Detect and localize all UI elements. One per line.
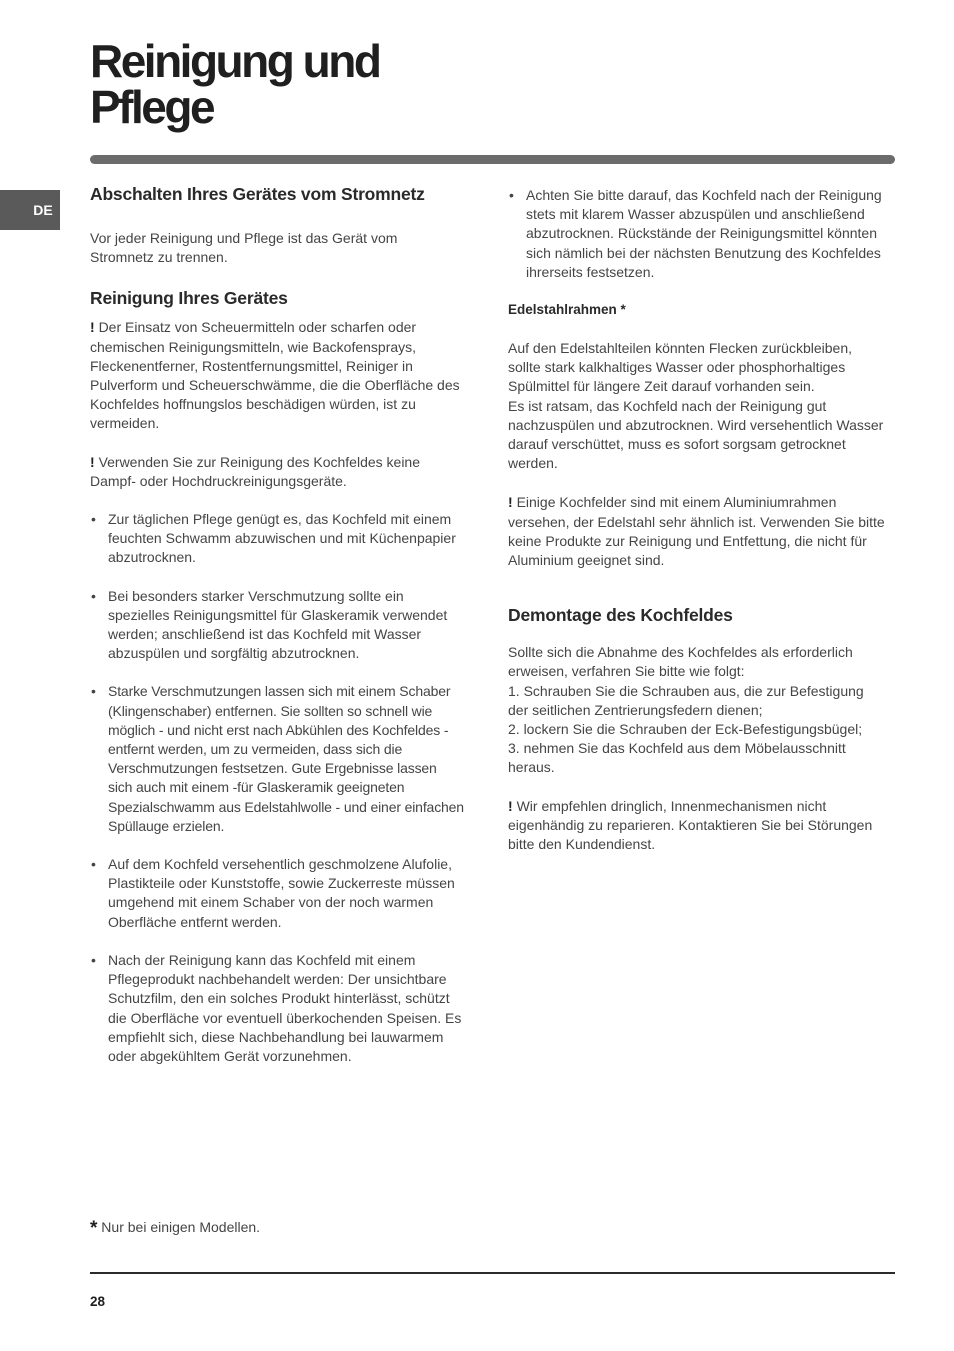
footnote xyxy=(90,1218,260,1238)
warning-repair xyxy=(508,797,886,855)
right-column xyxy=(508,186,886,854)
header-divider xyxy=(90,155,895,164)
removal-step: 2. lockern Sie die Schrauben der Eck-Befestigungsbügel; xyxy=(508,721,863,738)
list-item: • Auf dem Kochfeld versehentlich geschmolzene Alufolie, Plastikteile oder Kunststoffe, sowie Zuckerreste müssen umgehend mit einem Schaber von der noch warmen Oberfläche entfernt werden. xyxy=(90,855,464,932)
warning-aluminium xyxy=(508,493,886,570)
cleaning-list xyxy=(90,510,464,1066)
section-heading-cleaning: Reinigung Ihres Gerätes xyxy=(90,288,288,309)
warning-abrasives xyxy=(90,318,464,433)
page-title-line2: Pflege xyxy=(90,81,214,133)
section-heading-stainless: Edelstahlrahmen * xyxy=(508,302,626,318)
section-heading-power: Abschalten Ihres Gerätes vom Stromnetz xyxy=(90,184,425,204)
warning-icon: ! xyxy=(508,797,513,814)
page-title-line1: Reinigung und xyxy=(90,35,380,87)
warning-steam xyxy=(90,453,464,491)
stainless-text-1: Auf den Edelstahlteilen könnten Flecken zurückbleiben, sollte stark kalkhaltiges Wasser oder phosphorhaltiges Spülmittel für längere Zeit darauf vorhanden sein. xyxy=(508,340,852,395)
section-heading-removal: Demontage des Kochfeldes xyxy=(508,605,733,626)
warning-abrasives-text: Der Einsatz von Scheuermitteln oder scharfen oder chemischen Reinigungsmitteln, wie Backofensprays, Fleckenentferner, Rostentfernungsmittel, Reiniger in Pulverform und Scheuerschwämme, die die Oberfläche des Kochfeldes hoffnungslos beschädigen würden, ist zu vermeiden. xyxy=(90,319,460,432)
list-item: • Achten Sie bitte darauf, das Kochfeld nach der Reinigung stets mit klarem Wasser abzuspülen und anschließend abzutrocknen. Rückstände der Reinigungsmittel könnten sich nämlich bei der nächsten Benutzung des Kochfeldes ihrerseits festsetzen. xyxy=(508,186,886,282)
warning-repair-text: Wir empfehlen dringlich, Innenmechanismen nicht eigenhändig zu reparieren. Kontaktieren Sie bei Störungen bitte den Kundendienst. xyxy=(508,797,873,853)
footnote-marker: * xyxy=(90,1218,98,1239)
list-item: • Bei besonders starker Verschmutzung sollte ein spezielles Reinigungsmittel für Glaskeramik verwendet werden; anschließend ist das Kochfeld mit Wasser abzuspülen und sorgfältig abzutrocknen. xyxy=(90,587,464,664)
footer-divider xyxy=(90,1272,895,1274)
page-title xyxy=(90,35,380,133)
list-item: • Starke Verschmutzungen lassen sich mit einem Schaber (Klingenschaber) entfernen. Sie sollten so schnell wie möglich - und nicht erst nach Abkühlen des Kochfeldes - entfernt werden, um zu vermeiden, dass sich die Verschmutzungen festsetzen. Gute Ergebnisse lassen sich auch mit einem -für Glaskeramik geeigneten Spezialschwamm aus Edelstahlwolle - und einer einfachen Spüllauge erzielen. xyxy=(90,682,464,836)
warning-icon: ! xyxy=(508,494,513,511)
list-item: • Zur täglichen Pflege genügt es, das Kochfeld mit einem feuchten Schwamm abzuwischen und mit Küchenpapier abzutrocknen. xyxy=(90,510,464,568)
page-number: 28 xyxy=(90,1294,106,1309)
removal-step: 3. nehmen Sie das Kochfeld aus dem Möbelausschnitt heraus. xyxy=(508,740,846,776)
stainless-text-2: Es ist ratsam, das Kochfeld nach der Reinigung gut nachzuspülen und abzutrocknen. Wird versehentlich Wasser darauf verschüttet, muss es sofort sorgsam getrocknet werden. xyxy=(508,397,884,472)
left-column xyxy=(90,180,464,1066)
footnote-text: Nur bei einigen Modellen. xyxy=(101,1219,261,1235)
warning-steam-text: Verwenden Sie zur Reinigung des Kochfeldes keine Dampf- oder Hochdruckreinigungsgeräte. xyxy=(90,453,420,489)
warning-icon: ! xyxy=(90,453,95,470)
removal-intro: Sollte sich die Abnahme des Kochfeldes als erforderlich erweisen, verfahren Sie bitte wie folgt: xyxy=(508,644,853,680)
language-tab: DE xyxy=(0,190,60,230)
list-item: • Nach der Reinigung kann das Kochfeld mit einem Pflegeprodukt nachbehandelt werden: Der unsichtbare Schutzfilm, den ein solches Produkt hinterlässt, schützt die Oberfläche vor eventuell überkochenden Speisen. Es empfiehlt sich, diese Nachbehandlung bei lauwarmem oder abgekühltem Gerät vorzunehmen. xyxy=(90,951,464,1066)
removal-step: 1. Schrauben Sie die Schrauben aus, die zur Befestigung der seitlichen Zentrierungsfedern dienen; xyxy=(508,682,864,718)
power-text: Vor jeder Reinigung und Pflege ist das Gerät vom Stromnetz zu trennen. xyxy=(90,230,398,266)
warning-aluminium-text: Einige Kochfelder sind mit einem Aluminiumrahmen versehen, der Edelstahl sehr ähnlich ist. Verwenden Sie bitte keine Produkte zur Reinigung und Entfettung, die nicht für Aluminium geeignet sind. xyxy=(508,494,885,569)
warning-icon: ! xyxy=(90,319,95,336)
rinse-list xyxy=(508,186,886,282)
